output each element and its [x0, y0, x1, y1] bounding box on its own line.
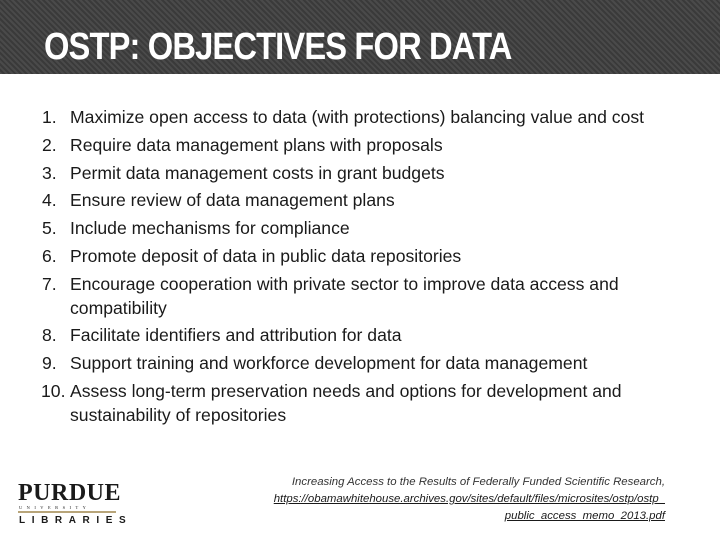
item-text: Promote deposit of data in public data repositories [70, 245, 462, 266]
item-text: Ensure review of data management plans [70, 190, 395, 211]
slide-title: OSTP: OBJECTIVES FOR DATA [44, 26, 512, 68]
item-text: Require data management plans with proposals [70, 134, 443, 155]
logo-name: PURDUE [18, 480, 121, 506]
purdue-libraries-logo [18, 480, 133, 526]
item-text: Include mechanisms for compliance [70, 218, 350, 239]
list-item [42, 352, 682, 376]
item-text: Support training and workforce development for data management [70, 353, 588, 374]
item-text: Assess long-term preservation needs and options for development and sustainability of repositories [70, 380, 622, 425]
logo-university: UNIVERSITY [19, 505, 91, 510]
list-item [42, 273, 682, 321]
list-item [42, 106, 682, 130]
item-text: Facilitate identifiers and attribution for data [70, 325, 402, 346]
item-number: 8. [42, 325, 57, 346]
item-number: 5. [42, 218, 57, 239]
list-item [42, 162, 682, 186]
item-number: 10. [41, 380, 66, 401]
citation [195, 474, 665, 525]
objectives-list [42, 106, 682, 432]
list-item [42, 245, 682, 269]
item-number: 4. [42, 190, 57, 211]
item-number: 2. [42, 134, 57, 155]
logo-divider [18, 511, 116, 513]
item-number: 3. [42, 162, 57, 183]
citation-title: Increasing Access to the Results of Federally Funded Scientific Research, [291, 476, 665, 488]
list-item [42, 217, 682, 241]
item-number: 1. [42, 107, 57, 127]
header-bar [0, 0, 720, 74]
citation-link-line-2[interactable]: public_access_memo_2013.pdf [504, 510, 665, 522]
item-number: 7. [42, 273, 57, 294]
list-item [42, 380, 682, 428]
logo-department: LIBRARIES [19, 515, 133, 526]
item-number: 9. [42, 353, 57, 374]
list-item [42, 189, 682, 213]
item-text: Permit data management costs in grant budgets [70, 162, 445, 183]
list-item [42, 324, 682, 348]
citation-link-line-1[interactable]: https://obamawhitehouse.archives.gov/sites/default/files/microsites/ostp/ostp_ [273, 493, 665, 505]
list-item [42, 134, 682, 158]
item-text: Maximize open access to data (with protections) balancing value and cost [70, 107, 645, 127]
item-text: Encourage cooperation with private sector to improve data access and compatibility [70, 273, 619, 318]
item-number: 6. [42, 245, 57, 266]
